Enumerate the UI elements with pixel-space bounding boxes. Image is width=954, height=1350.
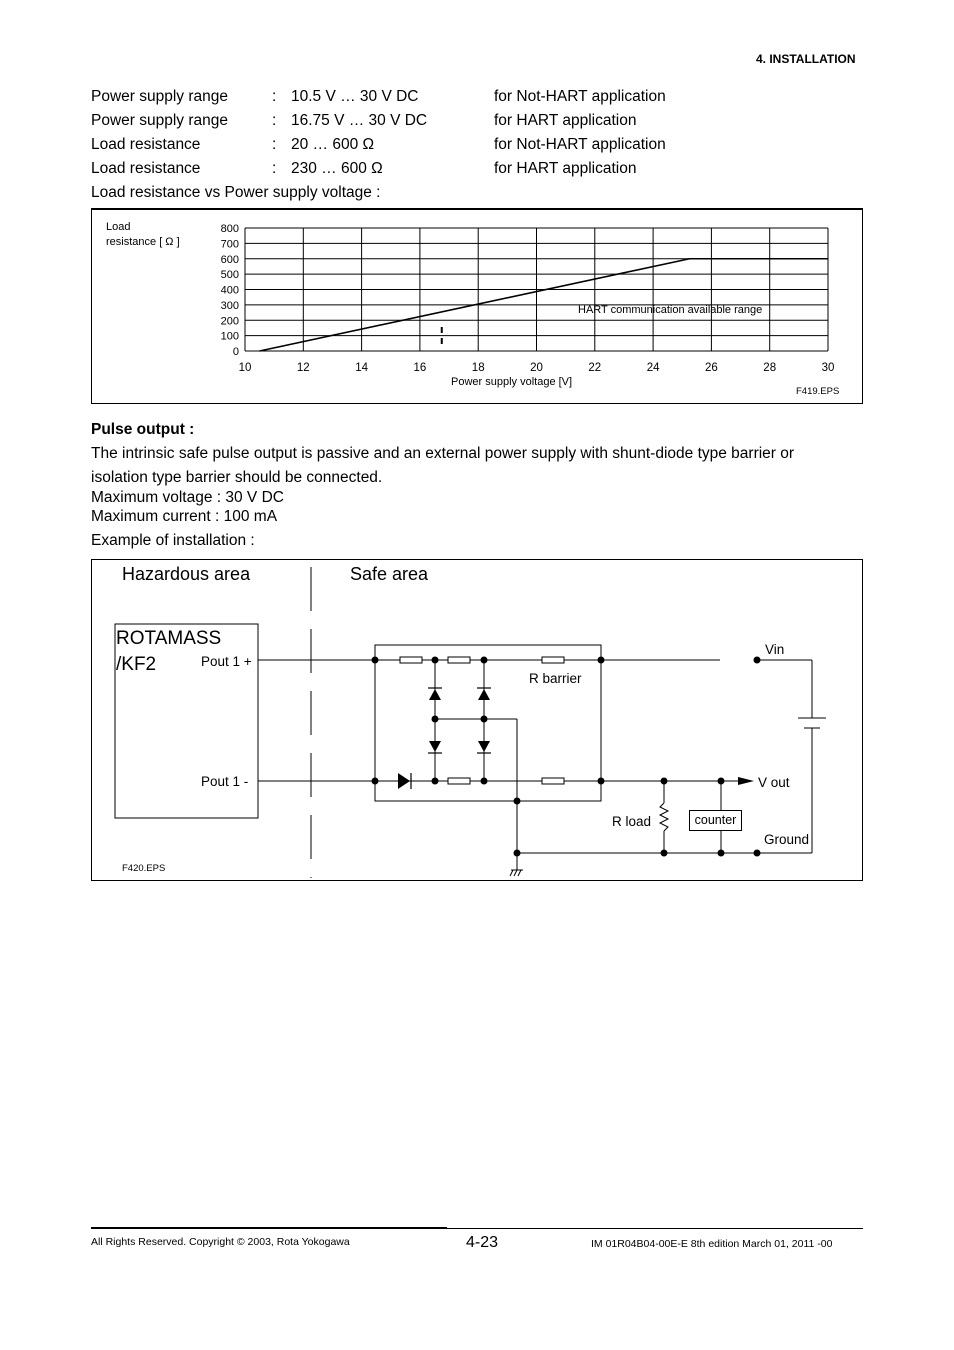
spec-value: 10.5 V … 30 V DC bbox=[291, 88, 419, 105]
y-axis-label-line2: resistance [ Ω ] bbox=[106, 236, 180, 248]
spec-separator: : bbox=[272, 136, 277, 153]
safe-area-label: Safe area bbox=[350, 564, 429, 584]
spec-note: for Not-HART application bbox=[494, 88, 666, 105]
x-tick-label: 10 bbox=[238, 362, 252, 374]
device-name-line1: ROTAMASS bbox=[116, 628, 222, 649]
hazardous-area-label: Hazardous area bbox=[122, 564, 251, 584]
r-barrier-label: R barrier bbox=[529, 671, 582, 686]
pout-minus-label: Pout 1 - bbox=[201, 774, 249, 789]
vin-label: Vin bbox=[765, 642, 785, 657]
spec-separator: : bbox=[272, 88, 277, 105]
ground-label: Ground bbox=[764, 832, 810, 847]
footer-rule-left bbox=[91, 1227, 447, 1229]
spec-value: 16.75 V … 30 V DC bbox=[291, 112, 428, 129]
chart-figure-id: F419.EPS bbox=[796, 386, 840, 397]
footer-rule-right bbox=[447, 1228, 863, 1229]
device-name-line2: /KF2 bbox=[116, 654, 157, 675]
pulse-paragraph-line1: The intrinsic safe pulse output is passive and an external power supply with shunt-diode type barrier or bbox=[91, 445, 795, 462]
copyright: All Rights Reserved. Copyright © 2003, Rota Yokogawa bbox=[91, 1236, 350, 1248]
x-tick-label: 30 bbox=[821, 362, 835, 374]
spec-separator: : bbox=[272, 160, 277, 177]
installation-example-label: Example of installation : bbox=[91, 532, 255, 549]
document-id: IM 01R04B04-00E-E 8th edition March 01, 2011 -00 bbox=[591, 1238, 833, 1250]
pout-plus-label: Pout 1 + bbox=[201, 654, 252, 669]
y-tick-label: 100 bbox=[220, 330, 239, 343]
max-voltage: Maximum voltage : 30 V DC bbox=[91, 489, 284, 506]
spec-value: 230 … 600 Ω bbox=[291, 160, 383, 177]
x-tick-label: 12 bbox=[296, 362, 310, 374]
y-tick-label: 800 bbox=[220, 223, 239, 235]
x-tick-label: 20 bbox=[530, 362, 543, 374]
y-tick-label: 400 bbox=[220, 284, 239, 297]
r-load-label: R load bbox=[612, 814, 652, 829]
counter-box: counter bbox=[689, 810, 742, 831]
vout-label: V out bbox=[758, 775, 790, 790]
section-header: 4. INSTALLATION bbox=[756, 52, 856, 66]
max-current: Maximum current : 100 mA bbox=[91, 508, 278, 525]
chart-annotation: HART communication available range bbox=[578, 304, 763, 316]
y-tick-label: 300 bbox=[220, 299, 239, 312]
chart-intro: Load resistance vs Power supply voltage : bbox=[91, 184, 381, 201]
x-tick-label: 28 bbox=[763, 362, 777, 374]
page-number: 4-23 bbox=[466, 1234, 499, 1251]
spec-label: Load resistance bbox=[91, 160, 201, 177]
y-tick-label: 700 bbox=[220, 238, 239, 251]
spec-separator: : bbox=[272, 112, 277, 129]
y-tick-label: 500 bbox=[220, 269, 239, 282]
x-axis-label: Power supply voltage [V] bbox=[451, 376, 573, 388]
x-tick-label: 18 bbox=[471, 362, 485, 374]
y-axis-label-line1: Load bbox=[106, 221, 131, 233]
x-tick-label: 26 bbox=[705, 362, 718, 374]
spec-label: Power supply range bbox=[91, 112, 228, 129]
spec-label: Load resistance bbox=[91, 136, 201, 153]
x-tick-label: 24 bbox=[646, 362, 660, 374]
y-tick-label: 200 bbox=[220, 315, 239, 328]
diagram-figure-id: F420.EPS bbox=[122, 863, 166, 874]
spec-note: for HART application bbox=[494, 160, 637, 177]
x-tick-label: 22 bbox=[588, 362, 602, 374]
y-tick-label: 600 bbox=[220, 253, 239, 266]
spec-value: 20 … 600 Ω bbox=[291, 136, 375, 153]
spec-note: for Not-HART application bbox=[494, 136, 666, 153]
y-tick-label: 0 bbox=[232, 346, 239, 358]
pulse-paragraph-line2: isolation type barrier should be connected. bbox=[91, 469, 383, 486]
pulse-heading: Pulse output : bbox=[91, 421, 195, 438]
spec-note: for HART application bbox=[494, 112, 637, 129]
x-tick-label: 14 bbox=[355, 362, 368, 374]
x-tick-label: 16 bbox=[413, 362, 427, 374]
spec-label: Power supply range bbox=[91, 88, 228, 105]
